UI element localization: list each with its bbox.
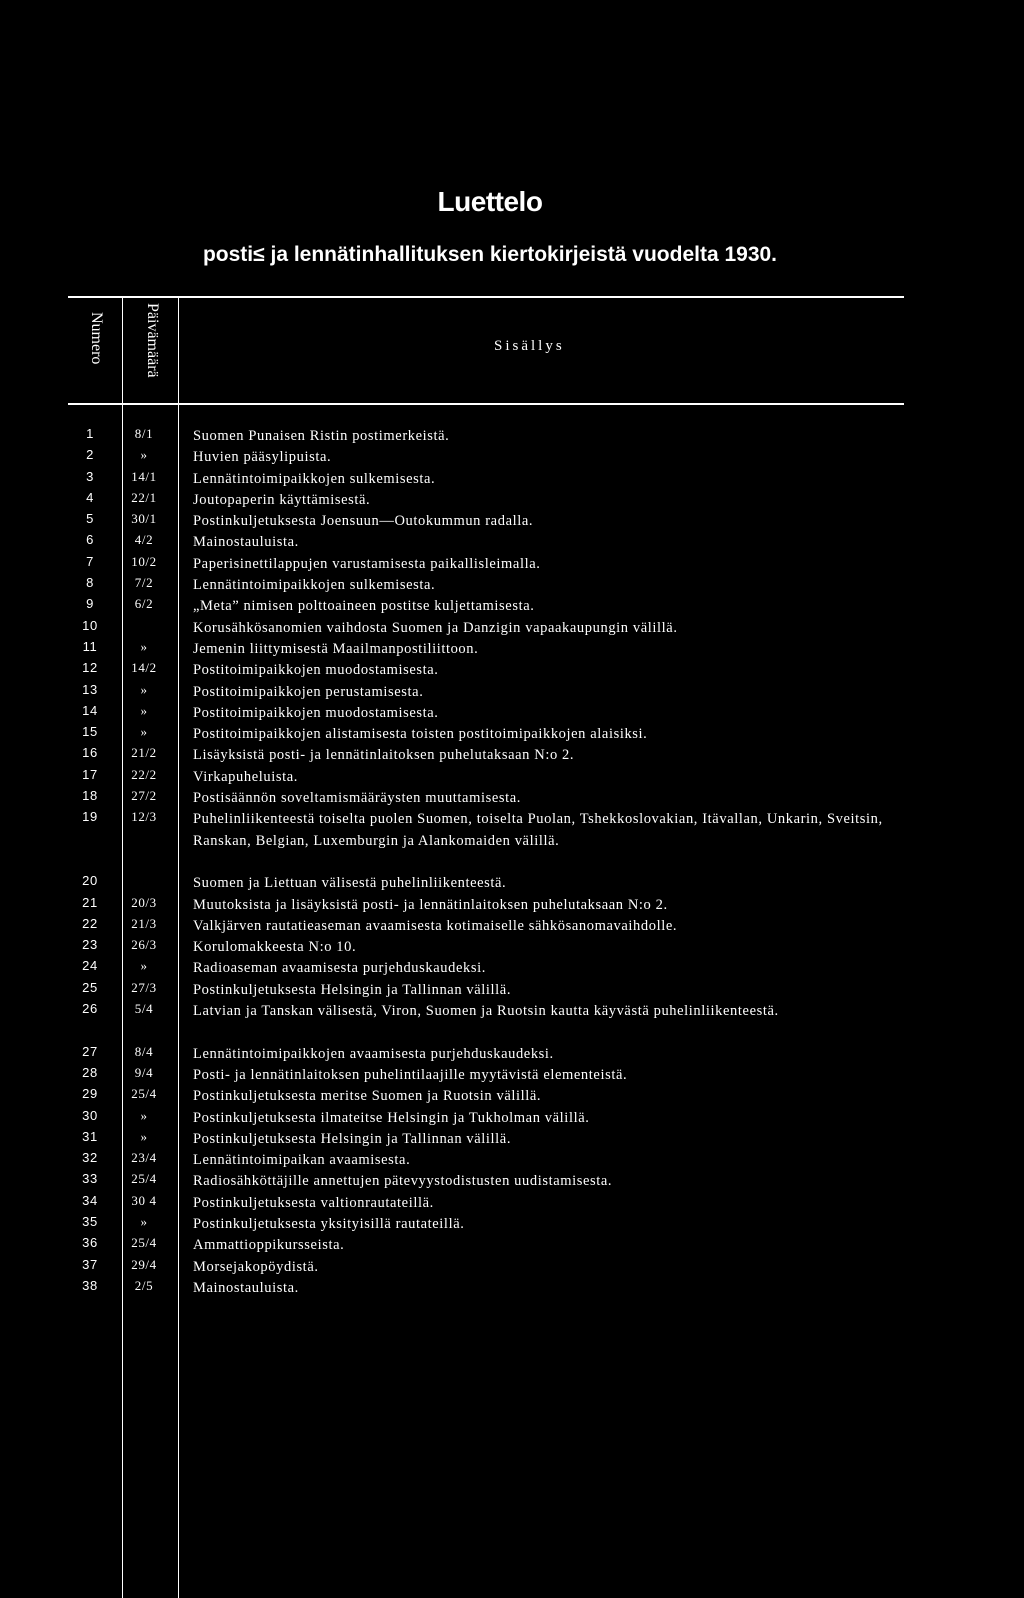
row-contents: Postitoimipaikkojen perustamisesta.	[193, 683, 424, 700]
table-row	[0, 639, 1024, 660]
row-date: 29/4	[131, 1256, 157, 1272]
table-row	[0, 980, 1024, 1001]
row-date: »	[140, 681, 148, 697]
row-number: 25	[82, 979, 98, 995]
row-number: 18	[82, 788, 98, 804]
row-contents: Postinkuljetuksesta yksityisillä rautateillä.	[193, 1215, 465, 1232]
row-contents: Puhelinliikenteestä toiselta puolen Suomen, toiselta Puolan, Tshekkoslovakian, Itävallan, Unkarin, Sveitsin, Ranskan, Belgian, Luxemburgin ja Alankomaiden välillä.	[193, 811, 883, 849]
row-date: 22/2	[131, 766, 157, 782]
row-number: 33	[82, 1171, 98, 1187]
table-row	[0, 1001, 1024, 1044]
table-row	[0, 703, 1024, 724]
row-number: 4	[86, 489, 94, 505]
row-number: 34	[82, 1192, 98, 1208]
row-date: 22/1	[131, 489, 157, 505]
row-contents: Morsejakopöydistä.	[193, 1258, 319, 1275]
row-contents: Korulomakkeesta N:o 10.	[193, 939, 357, 956]
row-number: 38	[82, 1277, 98, 1293]
row-contents: Postinkuljetuksesta ilmateitse Helsingin ja Tukholman välillä.	[193, 1109, 590, 1126]
table-row	[0, 1108, 1024, 1129]
header-date: Päivämäärä	[144, 303, 161, 378]
table-row	[0, 767, 1024, 788]
row-number: 36	[82, 1235, 98, 1251]
table-row	[0, 660, 1024, 681]
table-row	[0, 1235, 1024, 1256]
row-contents: Posti- ja lennätinlaitoksen puhelintilaajille myytävistä elementeistä.	[193, 1066, 628, 1083]
row-number: 12	[82, 660, 98, 676]
table-row	[0, 1065, 1024, 1086]
row-number: 7	[86, 553, 94, 569]
row-date: 14/1	[131, 468, 157, 484]
table-row	[0, 1171, 1024, 1192]
table-row	[0, 937, 1024, 958]
row-number: 15	[82, 724, 98, 740]
row-contents: Suomen Punaisen Ristin postimerkeistä.	[193, 428, 450, 444]
table-row	[0, 426, 1024, 447]
row-date: 12/3	[131, 809, 157, 825]
table-row	[0, 618, 1024, 639]
row-date: 26/3	[131, 937, 157, 953]
row-number: 14	[82, 702, 98, 718]
row-date: 27/2	[131, 788, 157, 804]
table-row	[0, 788, 1024, 809]
row-number: 8	[86, 575, 94, 591]
table-row	[0, 745, 1024, 766]
row-date: 6/2	[134, 596, 154, 612]
row-contents: Suomen ja Liettuan välisestä puhelinliikenteestä.	[193, 875, 507, 892]
row-date: 2/5	[134, 1277, 154, 1293]
row-contents: Paperisinettilappujen varustamisesta paikallisleimalla.	[193, 555, 541, 572]
row-date: 25/4	[131, 1235, 157, 1251]
row-number: 3	[86, 468, 94, 484]
row-contents: Latvian ja Tanskan välisestä, Viron, Suomen ja Ruotsin kautta käyvästä puhelinliikenteestä.	[193, 1003, 779, 1020]
row-contents: Ammattioppikursseista.	[193, 1237, 345, 1254]
row-number: 32	[82, 1150, 98, 1166]
table-row	[0, 1214, 1024, 1235]
table-row	[0, 724, 1024, 745]
row-number: 30	[82, 1107, 98, 1123]
row-date: 8/4	[134, 1043, 154, 1059]
row-number: 37	[82, 1256, 98, 1272]
table-top-rule	[68, 296, 904, 298]
table-row	[0, 916, 1024, 937]
row-date: 5/4	[134, 1001, 154, 1017]
row-number: 19	[82, 809, 98, 825]
table-row	[0, 490, 1024, 511]
row-contents: Postitoimipaikkojen alistamisesta toisten postitoimipaikkojen alaisiksi.	[193, 726, 648, 743]
row-contents: Lennätintoimipaikkojen avaamisesta purjehduskaudeksi.	[193, 1045, 554, 1062]
row-contents: Postinkuljetuksesta Helsingin ja Tallinnan välillä.	[193, 981, 512, 998]
row-date: 25/4	[131, 1171, 157, 1187]
row-number: 5	[86, 511, 94, 527]
row-number: 20	[82, 873, 98, 889]
row-date: »	[140, 702, 148, 718]
row-contents: Postinkuljetuksesta Joensuun—Outokummun radalla.	[193, 513, 534, 530]
table-header-rule	[68, 403, 904, 405]
table-row	[0, 532, 1024, 553]
row-date: 21/2	[131, 745, 157, 761]
row-date: »	[140, 1128, 148, 1144]
row-contents: Joutopaperin käyttämisestä.	[193, 491, 371, 508]
table-row	[0, 809, 1024, 873]
row-date: 27/3	[131, 979, 157, 995]
row-date: »	[140, 638, 148, 654]
row-contents: Mainostauluista.	[193, 534, 299, 551]
row-contents: Postinkuljetuksesta valtionrautateillä.	[193, 1194, 434, 1211]
table-row	[0, 1193, 1024, 1214]
table-row	[0, 511, 1024, 532]
row-number: 6	[86, 532, 94, 548]
table-body	[0, 426, 1024, 1299]
table-row	[0, 447, 1024, 468]
table-row	[0, 873, 1024, 894]
row-date: 4/2	[134, 532, 154, 548]
page-subtitle: posti≤ ja lennätinhallituksen kiertokirjeistä vuodelta 1930.	[202, 243, 778, 266]
table-row	[0, 958, 1024, 979]
row-contents: Lennätintoimipaikan avaamisesta.	[193, 1152, 411, 1169]
row-date: 14/2	[131, 660, 157, 676]
row-number: 11	[82, 638, 98, 654]
row-contents: Postinkuljetuksesta meritse Suomen ja Ruotsin välillä.	[193, 1088, 542, 1105]
row-date: »	[140, 1107, 148, 1123]
row-contents: Lennätintoimipaikkojen sulkemisesta.	[193, 470, 436, 487]
row-number: 17	[82, 766, 98, 782]
row-number: 24	[82, 958, 98, 974]
table-row	[0, 469, 1024, 490]
row-contents: Huvien pääsylipuista.	[193, 449, 332, 466]
row-number: 2	[86, 447, 94, 463]
table-row	[0, 596, 1024, 617]
table-row	[0, 1150, 1024, 1171]
row-date: 21/3	[131, 915, 157, 931]
row-contents: Mainostauluista.	[193, 1279, 299, 1296]
row-date: »	[140, 447, 148, 463]
row-number: 31	[82, 1128, 98, 1144]
row-date: 30/1	[131, 511, 157, 527]
row-number: 28	[82, 1064, 98, 1080]
row-number: 27	[82, 1043, 98, 1059]
table-row	[0, 1086, 1024, 1107]
row-contents: Radiosähköttäjille annettujen pätevyystodistusten uudistamisesta.	[193, 1173, 613, 1190]
row-contents: Virkapuheluista.	[193, 768, 298, 785]
row-contents: Korusähkösanomien vaihdosta Suomen ja Danzigin vapaakaupungin välillä.	[193, 619, 678, 636]
row-date: 8/1	[134, 426, 154, 441]
table-row	[0, 1257, 1024, 1278]
row-contents: Postitoimipaikkojen muodostamisesta.	[193, 662, 439, 679]
page-title: Luettelo	[437, 186, 543, 217]
row-contents: Postinkuljetuksesta Helsingin ja Tallinnan välillä.	[193, 1130, 512, 1147]
table-row	[0, 1278, 1024, 1299]
row-number: 9	[86, 596, 94, 612]
table-row	[0, 682, 1024, 703]
row-date: 9/4	[134, 1064, 154, 1080]
header-contents: Sisällys	[494, 338, 565, 354]
row-number: 1	[86, 426, 94, 441]
row-number: 26	[82, 1001, 98, 1017]
row-contents: Valkjärven rautatieaseman avaamisesta kotimaiselle sähkösanomavaihdolle.	[193, 917, 678, 934]
header-number: Numero	[88, 312, 105, 365]
row-date: 23/4	[131, 1150, 157, 1166]
row-number: 21	[82, 894, 98, 910]
row-number: 23	[82, 937, 98, 953]
row-number: 35	[82, 1213, 98, 1229]
row-number: 10	[82, 617, 98, 633]
row-contents: „Meta” nimisen polttoaineen postitse kuljettamisesta.	[193, 598, 535, 615]
table-row	[0, 575, 1024, 596]
row-contents: Lisäyksistä posti- ja lennätinlaitoksen puhelutaksaan N:o 2.	[193, 747, 575, 764]
row-contents: Muutoksista ja lisäyksistä posti- ja lennätinlaitoksen puhelutaksaan N:o 2.	[193, 896, 668, 913]
row-number: 16	[82, 745, 98, 761]
row-number: 22	[82, 915, 98, 931]
row-date: 7/2	[134, 575, 154, 591]
row-contents: Lennätintoimipaikkojen sulkemisesta.	[193, 577, 436, 594]
row-date: »	[140, 1213, 148, 1229]
row-date: 20/3	[131, 894, 157, 910]
row-date: »	[140, 958, 148, 974]
row-date: 10/2	[131, 553, 157, 569]
row-contents: Radioaseman avaamisesta purjehduskaudeksi.	[193, 960, 486, 977]
table-row	[0, 895, 1024, 916]
table-row	[0, 1129, 1024, 1150]
row-contents: Postitoimipaikkojen muodostamisesta.	[193, 704, 439, 721]
row-contents: Postisäännön soveltamismääräysten muuttamisesta.	[193, 790, 522, 807]
row-number: 29	[82, 1086, 98, 1102]
table-row	[0, 554, 1024, 575]
row-date: 25/4	[131, 1086, 157, 1102]
table-row	[0, 1044, 1024, 1065]
row-date: 30 4	[131, 1192, 157, 1208]
row-number: 13	[82, 681, 98, 697]
row-date: »	[140, 724, 148, 740]
row-contents: Jemenin liittymisestä Maailmanpostiliittoon.	[193, 640, 479, 657]
